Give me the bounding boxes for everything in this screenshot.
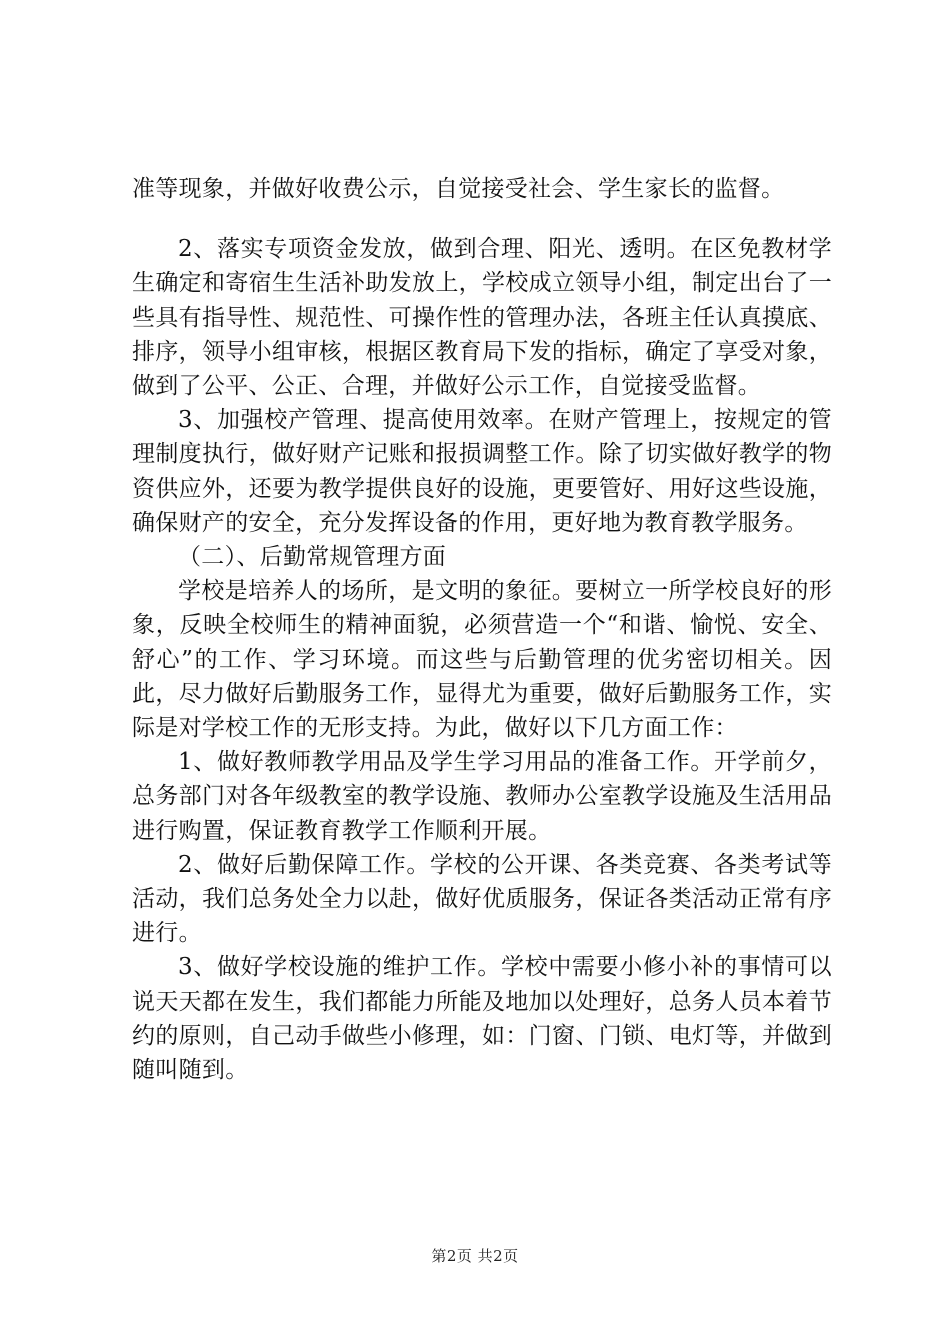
paragraph-supplies: 1、做好教师教学用品及学生学习用品的准备工作。开学前夕，总务部门对各年级教室的教学设施、教师办公室教学设施及生活用品进行购置，保证教育教学工作顺利开展。 [132,749,832,844]
paragraph-maintenance: 3、做好学校设施的维护工作。学校中需要小修小补的事情可以说天天都在发生，我们都能力所能及地加以处理好，总务人员本着节约的原则，自己动手做些小修理，如：门窗、门锁、电灯等，并做到随叫随到。 [132,954,832,1084]
section-heading: （二）、后勤常规管理方面 [178,544,447,571]
paragraph-continuation: 准等现象，并做好收费公示，自觉接受社会、学生家长的监督。 [132,176,785,202]
paragraph-assets: 3、加强校产管理、提高使用效率。在财产管理上，按规定的管理制度执行，做好财产记账和报损调整工作。除了切实做好教学的物资供应外，还要为教学提供良好的设施，更要管好、用好这些设施，确保财产的安全，充分发挥设备的作用，更好地为教育教学服务。 [132,407,832,536]
page-footer: 第2页 共2页 [431,1247,519,1265]
paragraph-funds: 2、落实专项资金发放，做到合理、阳光、透明。在区免教材学生确定和寄宿生生活补助发放上，学校成立领导小组，制定出台了一些具有指导性、规范性、可操作性的管理办法，各班主任认真摸底、排序，领导小组审核，根据区教育局下发的指标，确定了享受对象，做到了公平、公正、合理，并做好公示工作，自觉接受监督。 [132,236,832,400]
document-body [132,172,832,1087]
paragraph-logistics-intro: 学校是培养人的场所，是文明的象征。要树立一所学校良好的形象，反映全校师生的精神面貌，必须营造一个“和谐、愉悦、安全、舒心”的工作、学习环境。而这些与后勤管理的优劣密切相关。因此，尽力做好后勤服务工作，显得尤为重要，做好后勤服务工作，实际是对学校工作的无形支持。为此，做好以下几方面工作： [132,578,832,742]
paragraph-support: 2、做好后勤保障工作。学校的公开课、各类竞赛、各类考试等活动，我们总务处全力以赴，做好优质服务，保证各类活动正常有序进行。 [132,851,832,947]
